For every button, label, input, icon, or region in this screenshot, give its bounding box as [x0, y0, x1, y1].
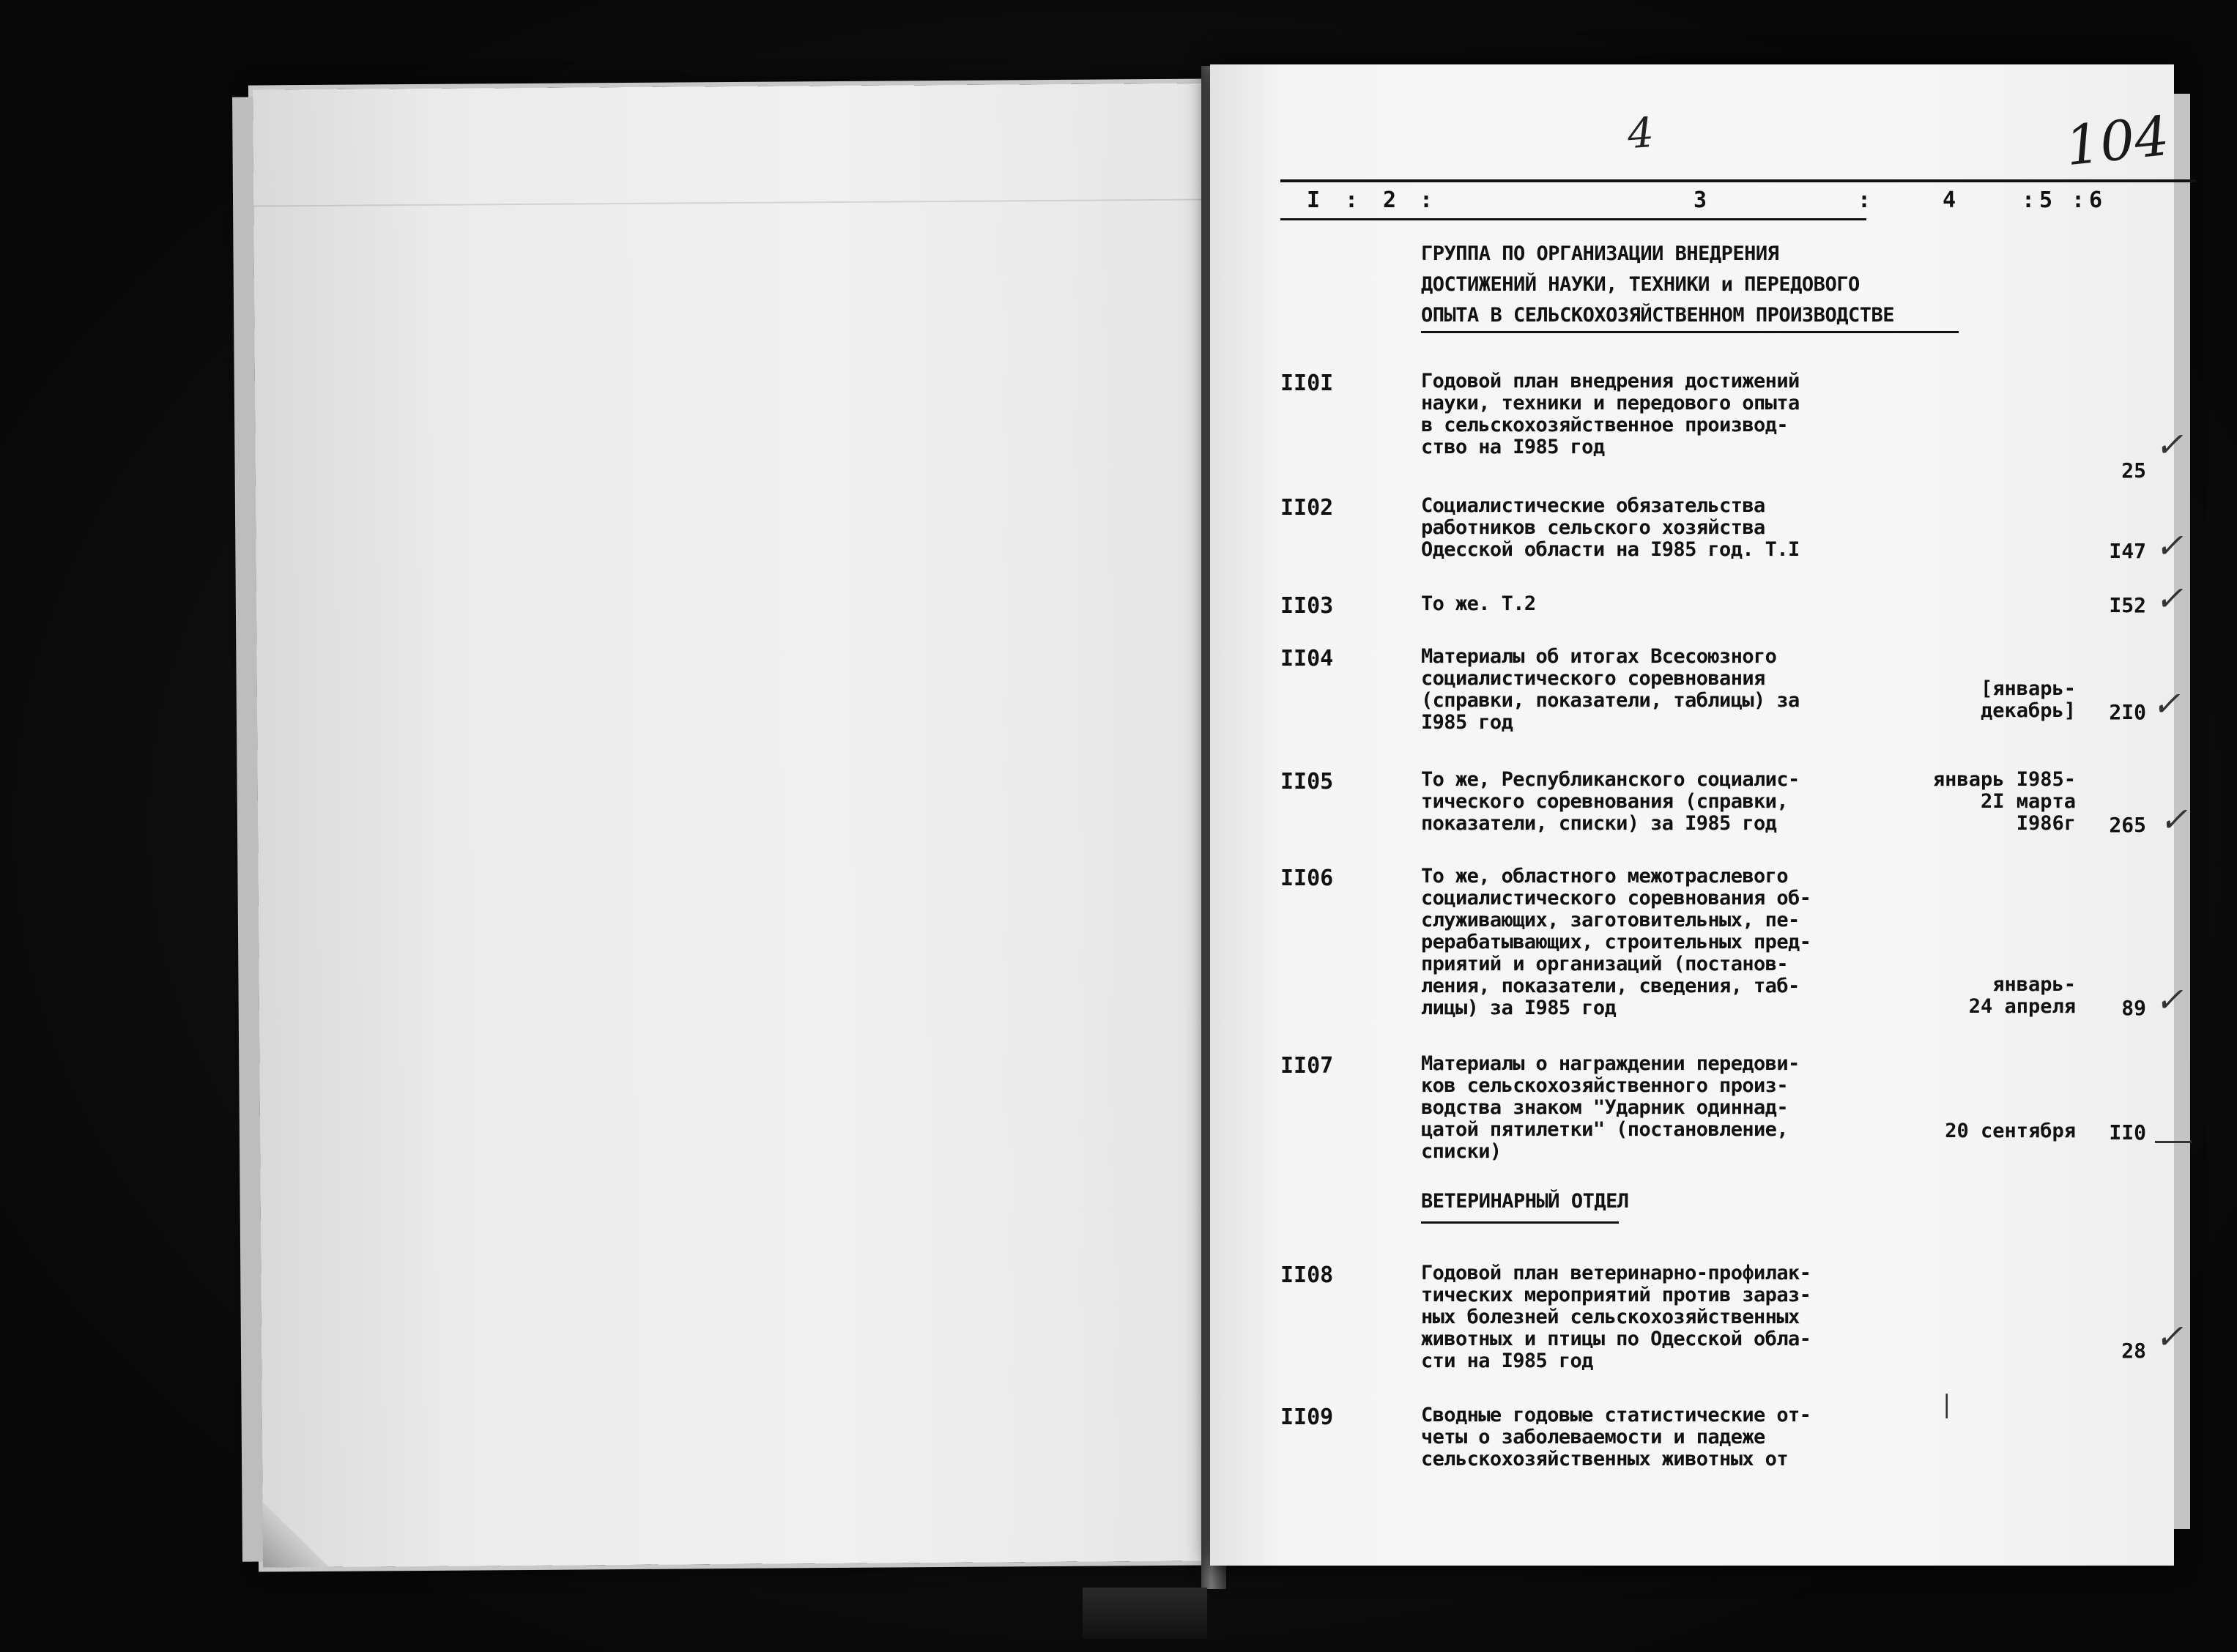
- inventory-entry: [1280, 1053, 2203, 1177]
- entry-number: II03: [1280, 593, 1334, 619]
- section-title-science: ГРУППА ПО ОРГАНИЗАЦИИ ВНЕДРЕНИЯ ДОСТИЖЕНИЙ НАУКИ, ТЕХНИКИ и ПЕРЕДОВОГО ОПЫТА В СЕЛЬСКОХОЗЯЙСТВЕННОМ ПРОИЗВОДСТВЕ: [1421, 242, 1894, 327]
- left-page: [253, 83, 1215, 1567]
- col-header-5: 5: [2039, 187, 2053, 213]
- entry-sheets: 89: [2121, 996, 2146, 1020]
- entry-sheets: 2I0: [2109, 700, 2146, 724]
- inventory-entry: [1280, 593, 2203, 622]
- section-underline: [1421, 331, 1959, 333]
- col-sep: :: [1858, 187, 1871, 213]
- entry-number: II07: [1280, 1053, 1334, 1079]
- entry-title: Годовой план ветеринарно-профилак- тических мероприятий против зараз- ных болезней сельскохозяйственных животных и птицы по Одесской обла- сти на I985 год: [1421, 1262, 1811, 1372]
- entry-sheets: I47: [2109, 539, 2146, 563]
- check-mark: ✓: [2155, 425, 2184, 464]
- col-sep: :: [2071, 187, 2085, 213]
- section-title-veterinary: ВЕТЕРИНАРНЫЙ ОТДЕЛ: [1421, 1190, 1629, 1213]
- right-page: [1210, 64, 2188, 1566]
- dash-mark: [2155, 1141, 2192, 1143]
- col-header-2: 2: [1383, 187, 1397, 213]
- pencil-mark: |: [1943, 1390, 1951, 1419]
- inventory-entry: [1280, 1262, 2203, 1387]
- check-mark: ✓: [2152, 684, 2181, 723]
- entry-title: Сводные годовые статистические от- четы о заболеваемости и падеже сельскохозяйственных животных от: [1421, 1404, 1811, 1470]
- entry-number: II04: [1280, 646, 1334, 671]
- entry-dates: январь- 24 апреля: [1968, 973, 2076, 1018]
- check-mark: ✓: [2159, 800, 2188, 839]
- inventory-entry: [1280, 1404, 2203, 1485]
- entry-number: II08: [1280, 1262, 1334, 1288]
- check-mark: ✓: [2155, 980, 2184, 1019]
- section-underline: [1421, 1221, 1619, 1224]
- entry-sheets: 265: [2109, 813, 2146, 837]
- entry-number: II05: [1280, 769, 1334, 795]
- entry-number: II09: [1280, 1404, 1334, 1430]
- col-header-6: 6: [2089, 187, 2103, 213]
- entry-title: То же, областного межотраслевого социалистического соревнования об- служивающих, заготовительных, пе- рерабатывающих, строительных пред- приятий и организаций (постанов- ления, показатели, сведения, таб- лицы) за I985 год: [1421, 865, 1811, 1019]
- inventory-entry: [1280, 769, 2203, 849]
- entry-title: Материалы о награждении передови- ков сельскохозяйственного произ- водства знаком "Ударник одиннад- цатой пятилетки" (постановление, списки): [1421, 1052, 1800, 1163]
- ribbon-bookmark: [1083, 1588, 1207, 1639]
- entry-dates: январь I985- 2I марта I986г: [1932, 768, 2076, 835]
- entry-number: II0I: [1280, 371, 1334, 396]
- check-mark: ✓: [2155, 526, 2184, 565]
- entry-title: Социалистические обязательства работников сельского хозяйства Одесской области на I985 год. Т.I: [1421, 494, 1800, 561]
- entry-number: II02: [1280, 495, 1334, 521]
- entry-number: II06: [1280, 866, 1334, 891]
- entry-sheets: I52: [2109, 593, 2146, 617]
- entry-dates: 20 сентября: [1945, 1120, 2076, 1142]
- folio-number: 104: [2062, 104, 2173, 179]
- header-rule-bottom: [1280, 218, 1866, 220]
- entry-sheets: 25: [2121, 458, 2146, 483]
- col-sep: :: [1420, 187, 1433, 213]
- check-mark: ✓: [2155, 1317, 2184, 1356]
- inventory-entry: [1280, 866, 2203, 1034]
- entry-title: То же, Республиканского социалис- тического соревнования (справки, показатели, списки) за I985 год: [1421, 768, 1800, 835]
- entry-sheets: 28: [2121, 1339, 2146, 1363]
- entry-dates: [январь- декабрь]: [1980, 677, 2076, 722]
- col-sep: :: [2022, 187, 2036, 213]
- header-rule-top: [1280, 179, 2196, 182]
- col-header-4: 4: [1943, 187, 1956, 213]
- pencil-page-number: 4: [1625, 108, 1655, 159]
- col-sep: :: [1345, 187, 1359, 213]
- show-through-text: [253, 83, 1215, 1567]
- col-header-3: 3: [1693, 187, 1707, 213]
- col-header-1: I: [1307, 187, 1321, 213]
- entry-title: Годовой план внедрения достижений науки, техники и передового опыта в сельскохозяйственное производ- ство на I985 год: [1421, 370, 1800, 458]
- inventory-entry: [1280, 495, 2203, 583]
- entry-title: Материалы об итогах Всесоюзного социалистического соревнования (справки, показатели, таблицы) за I985 год: [1421, 645, 1800, 734]
- check-mark: ✓: [2155, 578, 2184, 618]
- entry-title: То же. Т.2: [1421, 592, 1536, 615]
- inventory-entry: [1280, 646, 2203, 756]
- entry-sheets: II0: [2109, 1120, 2146, 1145]
